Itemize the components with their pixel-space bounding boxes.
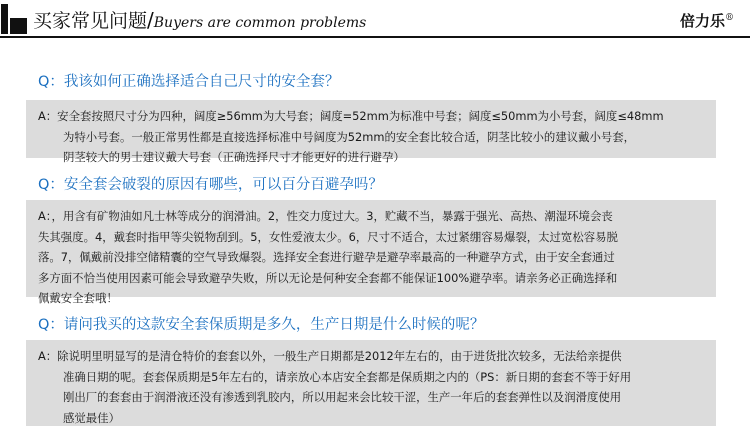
answer-line: 刚出厂的套套由于润滑液还没有渗透到乳胶内，所以用起来会比较干涩，生产一年后的套套弹性以及润滑度使用: [63, 390, 622, 404]
faq-answer-2: [26, 200, 716, 305]
answer-line: 失其强度。4，戴套时指甲等尖锐物刮到。5，女性爱液太少。6，尺寸不适合，太过紧绷容易爆裂，太过宽松容易脱: [38, 229, 618, 244]
header-divider: [0, 36, 750, 38]
answer-line: A：安全套按照尺寸分为四种，阔度≥56mm为大号套；阔度=52mm为标准中号套；阔度≤50mm为小号套，阔度≤48mm: [38, 109, 664, 123]
answer-line: 落。7，佩戴前没排空储精囊的空气导致爆裂。选择安全套进行避孕是避孕率最高的一种避孕方式，由于安全套通过: [38, 250, 615, 264]
header-title-cn: 买家常见问题: [33, 10, 148, 32]
answer-line: A：，用含有矿物油如凡士林等成分的润滑油。2，性交力度过大。3，贮藏不当，暴露于强光、高热、潮湿环境会丧: [38, 209, 613, 223]
answer-line: 准确日期的呢。套套保质期是5年左右的，请亲放心本店安全套都是保质期之内的（PS：新日期的套套不等于好用: [63, 369, 632, 384]
registered-mark: ®: [725, 13, 734, 23]
faq-question-1: Q：我该如何正确选择适合自己尺寸的安全套？: [38, 74, 340, 90]
header-slash: /: [147, 8, 154, 32]
page-header: [0, 0, 750, 38]
faq-question-2: Q：安全套会破裂的原因有哪些，可以百分百避孕吗？: [38, 177, 383, 193]
faq-answer-3: [26, 340, 716, 426]
header-logo-mark: [1, 4, 29, 34]
header-title-en: Buyers are common problems: [153, 15, 367, 31]
answer-line: 佩戴安全套哦！: [38, 291, 118, 305]
faq-question-3: Q：请问我买的这款安全套保质期是多久，生产日期是什么时候的呢？: [38, 317, 485, 333]
answer-line: 多方面不恰当使用因素可能会导致避孕失败，所以无论是何种安全套都不能保证100%避孕率。请亲务必正确选择和: [38, 270, 618, 285]
answer-line: 阴茎较大的男士建议戴大号套（正确选择尺寸才能更好的进行避孕）: [63, 150, 405, 164]
answer-line: A：除说明里明显写的是清仓特价的套套以外，一般生产日期都是2012年左右的，由于进货批次较多，无法给亲提供: [38, 349, 622, 363]
brand-name: [680, 10, 734, 31]
brand-text: 倍力乐: [679, 12, 725, 30]
faq-answer-1: [26, 100, 716, 164]
answer-line: 感觉最佳）: [63, 410, 120, 425]
answer-line: 为特小号套。一般正常男性都是直接选择标准中号阔度为52mm的安全套比较合适，阴茎比较小的建议戴小号套，: [63, 129, 636, 144]
header-title: [33, 8, 366, 35]
